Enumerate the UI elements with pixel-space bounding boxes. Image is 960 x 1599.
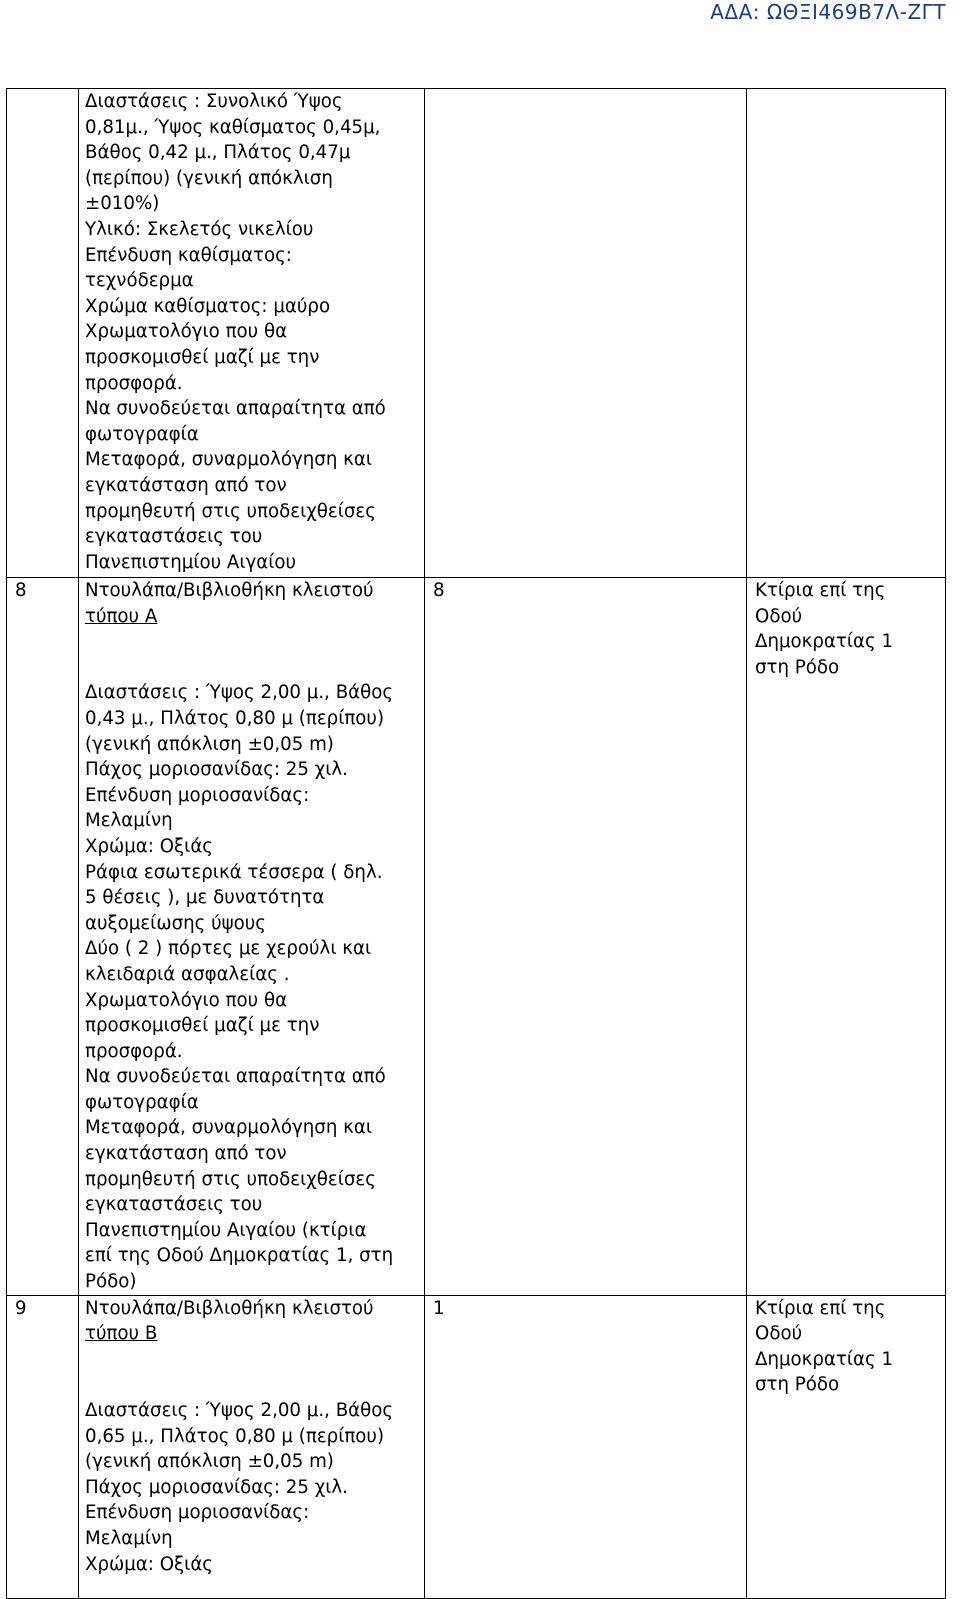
item-title: Ντουλάπα/Βιβλιοθήκη κλειστού [85,1297,374,1319]
quantity-cell [425,1295,747,1598]
item-description-cell [79,89,425,578]
location-line: στη Ρόδο [755,1374,840,1396]
description-line: Μεταφορά, συναρμολόγηση και [85,1117,373,1139]
description-line: 0,65 μ., Πλάτος 0,80 μ (περίπου) [85,1425,385,1447]
description-line: Βάθος 0,42 μ., Πλάτος 0,47μ [85,142,351,164]
description-line: εγκατάσταση από τον [85,474,287,496]
description-line: Δύο ( 2 ) πόρτες με χερούλι και [85,938,372,960]
location-cell [747,578,946,1296]
description-line: Χρωματολόγιο που θα [85,321,288,343]
location-line: Κτίρια επί της [755,1297,886,1319]
item-number: 9 [15,1297,27,1319]
description-line: 0,81μ., Ύψος καθίσματος 0,45μ, [85,116,381,138]
item-title: Ντουλάπα/Βιβλιοθήκη κλειστού [85,580,374,601]
description-line: Πάχος μοριοσανίδας: 25 χιλ. [85,1476,348,1498]
location-line: Οδού [755,1323,803,1345]
description-line: 0,43 μ., Πλάτος 0,80 μ (περίπου) [85,707,385,729]
location-line: Κτίρια επί της [755,580,886,601]
description-line: Επένδυση μοριοσανίδας: [85,1502,310,1524]
item-type: τύπου Α [85,605,158,627]
description-line: Διαστάσεις : Συνολικό Ύψος [85,91,343,112]
description-line: ±010%) [85,193,160,215]
description-line: Υλικό: Σκελετός νικελίου [85,218,314,240]
description-line: (περίπου) (γενική απόκλιση [85,167,333,189]
description-line: Πανεπιστημίου Αιγαίου (κτίρια [85,1219,367,1241]
item-number-cell [7,89,79,578]
description-line: προσφορά. [85,372,183,394]
description-line: Μελαμίνη [85,1527,173,1549]
quantity: 8 [433,580,445,601]
description-line: τεχνόδερμα [85,270,194,292]
description-line: Χρώμα: Οξιάς [85,1553,213,1575]
item-number-cell [7,578,79,1296]
quantity-cell [425,578,747,1296]
description-line: Επένδυση μοριοσανίδας: [85,784,310,806]
description-line: Μελαμίνη [85,810,173,832]
table-row [7,89,946,578]
table-row [7,578,946,1296]
location-line: Δημοκρατίας 1 [755,631,894,653]
quantity: 1 [433,1297,445,1319]
location-line: στη Ρόδο [755,656,840,678]
description-line: Πανεπιστημίου Αιγαίου [85,551,297,573]
description-line: Διαστάσεις : Ύψος 2,00 μ., Βάθος [85,1400,394,1421]
description-line: εγκαταστάσεις του [85,1194,263,1216]
table-row [7,1295,946,1598]
item-description-cell [79,578,425,1296]
description-line: φωτογραφία [85,423,199,445]
description-line: κλειδαριά ασφαλείας . [85,963,290,985]
description-line: Ράφια εσωτερικά τέσσερα ( δηλ. [85,861,383,883]
specification-table [6,88,946,1599]
description-line: Χρώμα: Οξιάς [85,835,213,857]
description-line: Να συνοδεύεται απαραίτητα από [85,398,386,420]
description-line: προσφορά. [85,1040,183,1062]
item-number-cell [7,1295,79,1598]
description-line: φωτογραφία [85,1091,199,1113]
description-line: εγκατάσταση από τον [85,1143,287,1165]
location-cell [747,89,946,578]
description-line: εγκαταστάσεις του [85,526,263,548]
item-description-cell [79,1295,425,1598]
description-line: προμηθευτή στις υποδειχθείσες [85,1168,376,1190]
location-line: Δημοκρατίας 1 [755,1348,894,1370]
item-type: τύπου Β [85,1323,158,1345]
description-line: Ρόδο) [85,1271,137,1293]
description-line: αυξομείωσης ύψους [85,912,266,934]
description-line: Να συνοδεύεται απαραίτητα από [85,1066,386,1088]
description-line: προμηθευτή στις υποδειχθείσες [85,500,376,522]
description-line: προσκομισθεί μαζί με την [85,346,320,368]
location-line: Οδού [755,605,803,627]
description-line: Χρωματολόγιο που θα [85,989,288,1011]
description-line: προσκομισθεί μαζί με την [85,1015,320,1037]
description-line: Χρώμα καθίσματος: μαύρο [85,295,331,317]
description-line: επί της Οδού Δημοκρατίας 1, στη [85,1245,394,1267]
description-line: 5 θέσεις ), με δυνατότητα [85,887,325,909]
description-line: Διαστάσεις : Ύψος 2,00 μ., Βάθος [85,682,394,704]
description-line: (γενική απόκλιση ±0,05 m) [85,733,334,755]
description-line: (γενική απόκλιση ±0,05 m) [85,1451,334,1473]
location-cell [747,1295,946,1598]
quantity-cell [425,89,747,578]
description-line: Επένδυση καθίσματος: [85,244,292,266]
description-line: Μεταφορά, συναρμολόγηση και [85,449,373,471]
document-id: ΑΔΑ: ΩΘΞΙ469Β7Λ-ΖΓΤ [710,0,946,24]
description-line: Πάχος μοριοσανίδας: 25 χιλ. [85,759,348,781]
item-number: 8 [15,580,27,601]
